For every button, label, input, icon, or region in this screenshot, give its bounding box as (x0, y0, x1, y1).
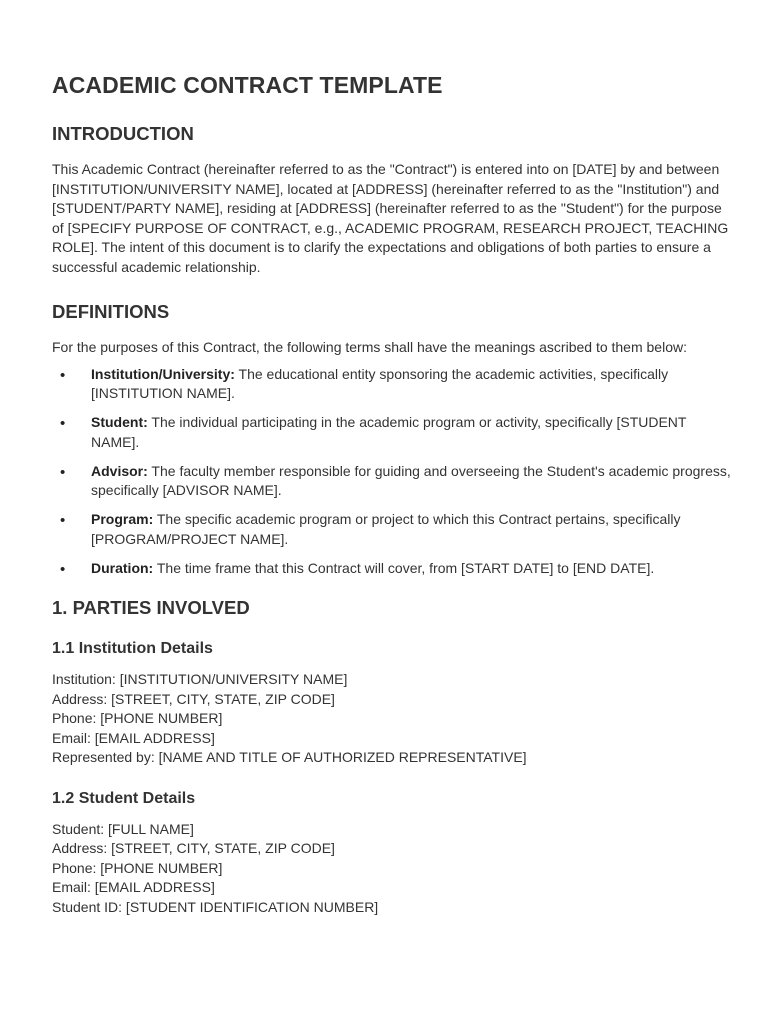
definition-text: The time frame that this Contract will cover, from [START DATE] to [END DATE]. (153, 559, 655, 576)
student-address-line: Address: [STREET, CITY, STATE, ZIP CODE] (52, 840, 335, 856)
student-details (52, 820, 732, 918)
institution-name-line: Institution: [INSTITUTION/UNIVERSITY NAME] (52, 671, 348, 687)
document-page (52, 70, 732, 937)
student-email-line: Email: [EMAIL ADDRESS] (52, 879, 215, 895)
definition-item-institution (52, 365, 732, 404)
definition-item-duration (52, 559, 732, 579)
definition-term: Institution/University: (91, 365, 235, 382)
document-title: ACADEMIC CONTRACT TEMPLATE (52, 72, 443, 98)
definition-text: The specific academic program or project to which this Contract pertains, specifically [PROGRAM/PROJECT NAME]. (91, 511, 681, 547)
institution-email-line: Email: [EMAIL ADDRESS] (52, 729, 215, 746)
institution-details-heading: 1.1 Institution Details (52, 640, 213, 657)
bullet-icon: • (60, 560, 66, 578)
student-name-line: Student: [FULL NAME] (52, 820, 194, 837)
definition-item-program (52, 510, 732, 549)
definition-text: The faculty member responsible for guiding and overseeing the Student's academic progress, specifically [ADVISOR NAME]. (91, 462, 731, 498)
student-id-line: Student ID: [STUDENT IDENTIFICATION NUMBER] (52, 898, 379, 915)
definition-term: Advisor: (91, 462, 148, 479)
definitions-list (52, 365, 732, 579)
definition-item-advisor (52, 462, 732, 501)
parties-heading: 1. PARTIES INVOLVED (52, 597, 250, 618)
introduction-heading: INTRODUCTION (52, 123, 194, 144)
bullet-icon: • (60, 366, 66, 384)
student-details-heading: 1.2 Student Details (52, 789, 196, 807)
institution-details (52, 670, 732, 768)
introduction-paragraph: This Academic Contract (hereinafter referred to as the "Contract") is entered into on [DATE] by and between [INSTITUTION/UNIVERSITY NAME], located at [ADDRESS] (hereinafter referred to as the "Institution") and [STUDENT/PARTY NAME], residing at [ADDRESS] (hereinafter referred to as the "Student") for the purpose of [SPECIFY PURPOSE OF CONTRACT, e.g., ACADEMIC PROGRAM, RESEARCH PROJECT, TEACHING ROLE]. The intent of this document is to clarify the expectations and obligations of both parties to ensure a successful academic relationship. (52, 161, 729, 275)
definitions-intro: For the purposes of this Contract, the following terms shall have the meanings ascribed to them below: (52, 339, 687, 355)
definition-term: Student: (91, 414, 148, 430)
institution-representative-line: Represented by: [NAME AND TITLE OF AUTHORIZED REPRESENTATIVE] (52, 749, 527, 765)
definition-item-student (52, 413, 732, 452)
bullet-icon: • (60, 512, 66, 529)
definition-text: The individual participating in the academic program or activity, specifically [STUDENT NAME]. (91, 414, 687, 450)
bullet-icon: • (60, 463, 66, 481)
definition-text: The educational entity sponsoring the academic activities, specifically [INSTITUTION NAME]. (91, 365, 669, 401)
institution-address-line: Address: [STREET, CITY, STATE, ZIP CODE] (52, 690, 335, 707)
definition-term: Program: (91, 511, 154, 527)
institution-phone-line: Phone: [PHONE NUMBER] (52, 710, 223, 726)
bullet-icon: • (60, 415, 66, 432)
student-phone-line: Phone: [PHONE NUMBER] (52, 859, 223, 876)
definition-term: Duration: (91, 559, 154, 576)
definitions-heading: DEFINITIONS (52, 301, 170, 322)
